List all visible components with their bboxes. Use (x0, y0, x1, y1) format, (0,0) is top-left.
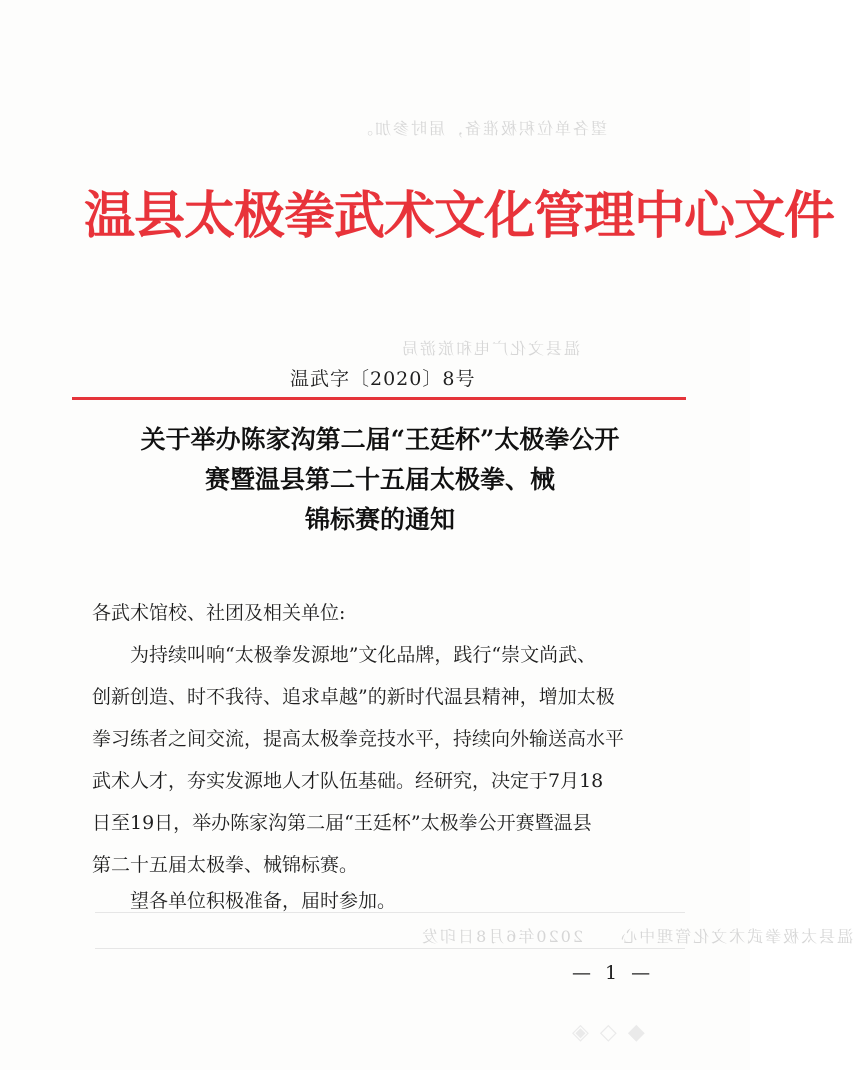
paragraph-line: 拳习练者之间交流，提高太极拳竞技水平，持续向外输送高水平 (92, 728, 625, 750)
notice-title (70, 420, 690, 540)
bleed-through-text: 望各单位积极准备，届时参加。 (355, 119, 608, 138)
paragraph-line: 为持续叫响“太极拳发源地”文化品牌，践行“崇文尚武、 (130, 644, 597, 666)
paragraph-line: 第二十五届太极拳、械锦标赛。 (92, 854, 359, 876)
notice-title-line: 关于举办陈家沟第二届“王廷杯”太极拳公开 (140, 425, 620, 454)
body-paragraph (92, 634, 692, 886)
scan-watermark: ◈ ◇ ◆ (572, 1020, 647, 1045)
paragraph-line: 武术人才，夯实发源地人才队伍基础。经研究，决定于7月18 (92, 770, 604, 792)
salutation: 各武术馆校、社团及相关单位: (92, 602, 346, 624)
document-number: 温武字〔2020〕8号 (290, 368, 476, 390)
red-divider-rule (72, 397, 686, 400)
paragraph-line: 创新创造、时不我待、追求卓越”的新时代温县精神，增加太极 (92, 686, 615, 708)
bleed-through-text: 温县文化广电和旅游局 (400, 339, 581, 358)
notice-title-line: 锦标赛的通知 (304, 505, 455, 534)
page-number: — 1 — (572, 962, 655, 984)
issuing-authority-header: 温县太极拳武术文化管理中心文件 (84, 186, 835, 246)
bleed-through-rule (95, 948, 685, 949)
bleed-through-text: 温县太极拳武术文化管理中心 2020年6月8日印发 (420, 927, 853, 946)
paragraph-line: 日至19日，举办陈家沟第二届“王廷杯”太极拳公开赛暨温县 (92, 812, 592, 834)
notice-title-line: 赛暨温县第二十五届太极拳、械 (204, 465, 555, 494)
closing-sentence: 望各单位积极准备，届时参加。 (130, 890, 397, 912)
